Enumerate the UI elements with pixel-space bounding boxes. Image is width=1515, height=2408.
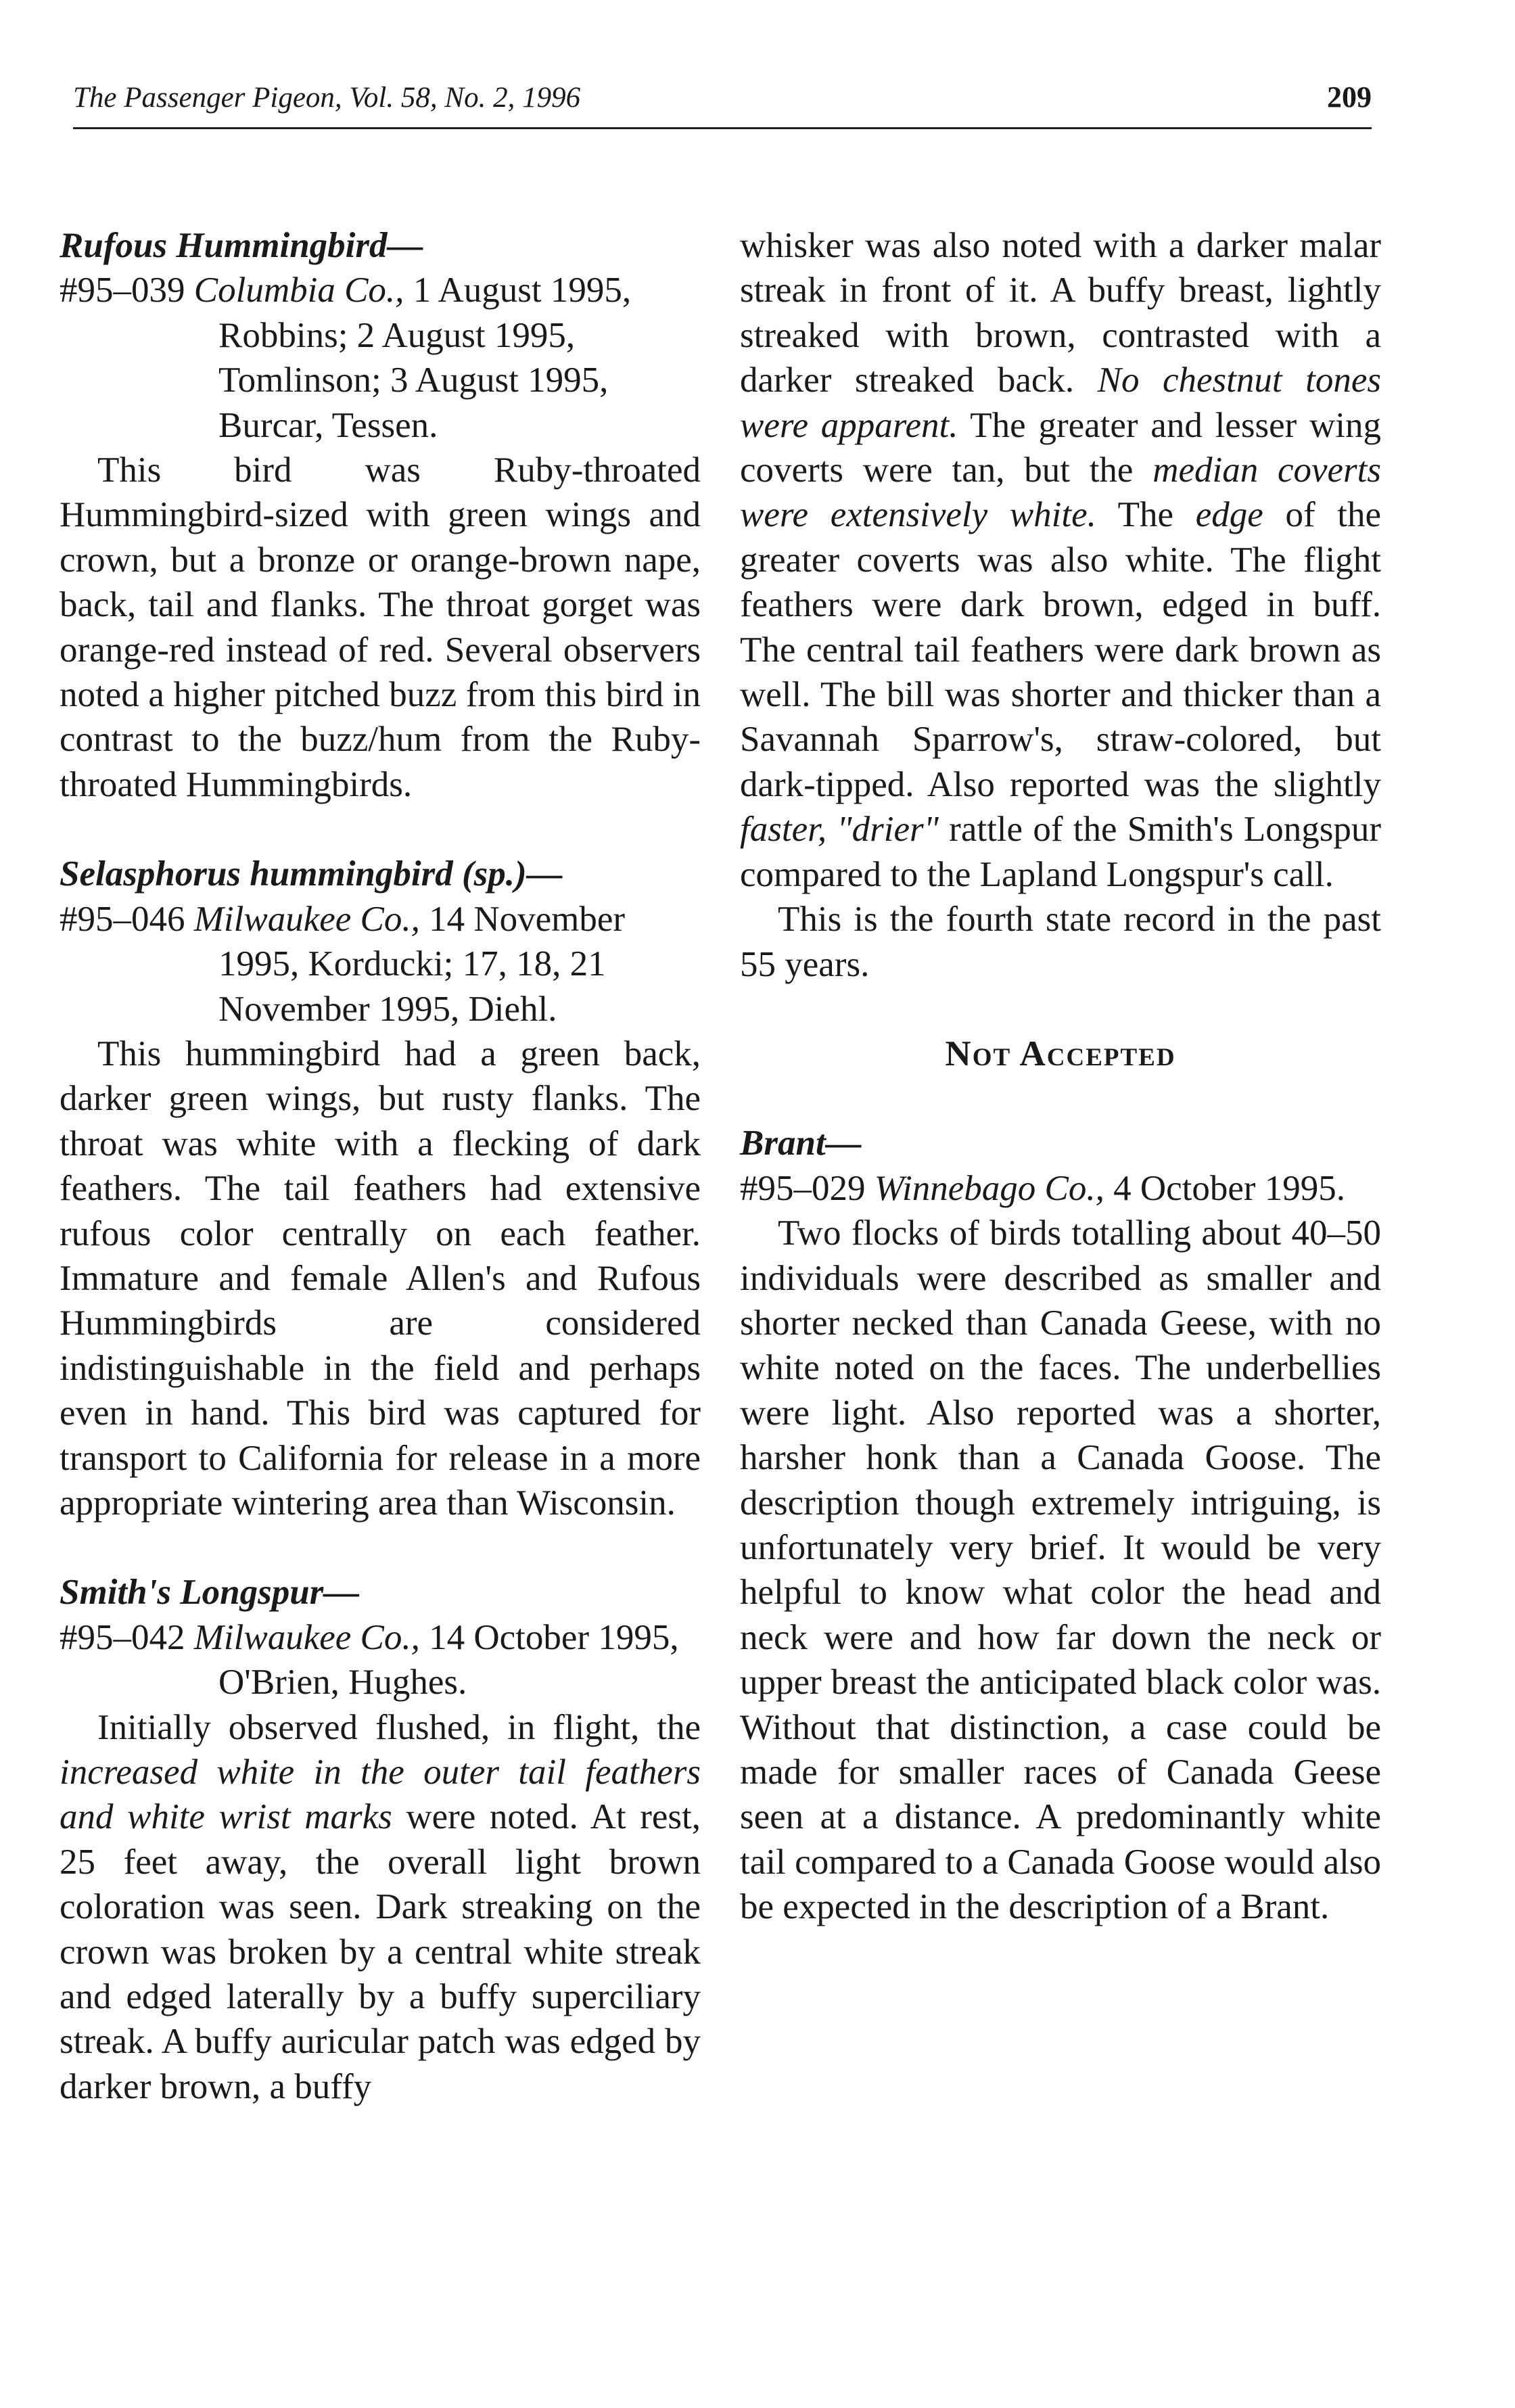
record-smiths-longspur — [60, 1615, 701, 1705]
entry-title-smiths-longspur: Smith's Longspur— — [60, 1573, 360, 1613]
record-number: #95–046 — [60, 899, 185, 939]
emphasis-run: increased white in the outer tail feathers and white wrist marks — [60, 1753, 701, 1837]
page-number: 209 — [1327, 80, 1372, 114]
record-place: Milwaukee Co., — [193, 1617, 420, 1657]
text-run: of the greater coverts was also white. The flight feathers were dark brown, edged in buff. The central tail feathers were dark brown as well. The bill was shorter and thicker than a Savannah Sparrow's, straw-colored, but dark-tipped. Also reported was the slightly — [740, 495, 1382, 804]
spacer — [740, 1076, 1381, 1121]
emphasis-run: edge — [1195, 495, 1263, 535]
description-rufous: This bird was Ruby-throated Hummingbird-sized with green wings and crown, but a bronze or orange-brown nape, back, tail and flanks. The throat gorget was orange-red instead of red. Several observers noted a higher pitched buzz from this bird in contrast to the buzz/hum from the Ruby-throated Hummingbirds. — [60, 450, 701, 804]
entry-title-selasphorus: Selasphorus hummingbird (sp.)— — [60, 854, 563, 894]
text-run: were noted. At rest, 25 feet away, the overall light brown coloration was seen. Dark streaking on the crown was broken by a central white streak and edged laterally by a buffy superciliary streak. A buffy auricular patch was edged by darker brown, a buffy — [60, 1797, 701, 2106]
record-number: #95–042 — [60, 1617, 185, 1657]
state-record-note: This is the fourth state record in the past 55 years. — [740, 900, 1381, 984]
emphasis-run: No chestnut tones were apparent. — [740, 361, 1381, 445]
record-details: 14 November 1995, Korducki; 17, 18, 21 November 1995, Diehl. — [218, 899, 626, 1029]
section-heading-not-accepted: Not Accepted — [945, 1034, 1176, 1073]
emphasis-run: faster, "drier" — [740, 810, 939, 850]
record-place: Winnebago Co., — [874, 1168, 1104, 1208]
description-selasphorus: This hummingbird had a green back, darker green wings, but rusty flanks. The throat was white with a flecking of dark feathers. The tail feathers had extensive rufous color centrally on each feather. Immature and female Allen's and Rufous Hummingbirds are considered indistinguishable in the field and perhaps even in hand. This bird was captured for transport to California for release in a more appropriate wintering area than Wisconsin. — [60, 1034, 701, 1523]
left-column — [60, 223, 701, 2109]
right-column — [740, 223, 1381, 1930]
record-place: Columbia Co., — [193, 271, 404, 310]
description-brant: Two flocks of birds totalling about 40–50 individuals were described as smaller and shorter necked than Canada Geese, with no white noted on the faces. The underbellies were light. Also reported was a shorter, harsher honk than a Canada Goose. The description though extremely intriguing, is unfortunately very brief. It would be very helpful to know what color the head and neck were and how far down the neck or upper breast the anticipated black color was. Without that distinction, a case could be made for smaller races of Canada Geese seen at a distance. A predominantly white tail compared to a Canada Goose would also be expected in the description of a Brant. — [740, 1213, 1381, 1927]
record-number: #95–029 — [740, 1168, 866, 1208]
text-run: The greater and lesser wing coverts were tan, but the — [740, 405, 1382, 490]
record-selasphorus — [60, 897, 701, 1032]
description-smiths-longspur-continued — [740, 223, 1381, 897]
text-run: The — [1117, 495, 1174, 535]
record-number: #95–039 — [60, 271, 185, 310]
spacer — [740, 987, 1381, 1032]
emphasis-run: median coverts were extensively white. — [740, 450, 1382, 535]
spacer — [60, 807, 701, 852]
entry-title-rufous: Rufous Hummingbird— — [60, 226, 423, 265]
running-title: The Passenger Pigeon, Vol. 58, No. 2, 1996 — [73, 82, 581, 114]
text-run: rattle of the Smith's Longspur compared to the Lapland Longspur's call. — [740, 810, 1382, 894]
spacer — [60, 1525, 701, 1570]
record-details: 1 August 1995, Robbins; 2 August 1995, Tomlinson; 3 August 1995, Burcar, Tessen. — [218, 271, 632, 445]
record-details: 14 October 1995, O'Brien, Hughes. — [218, 1617, 679, 1703]
entry-title-brant: Brant— — [740, 1124, 862, 1163]
description-smiths-longspur — [60, 1705, 701, 2110]
text-run: whisker was also noted with a darker malar streak in front of it. A buffy breast, lightly streaked with brown, contrasted with a darker streaked back. — [740, 226, 1381, 400]
record-brant — [740, 1166, 1381, 1211]
text-run: Initially observed flushed, in flight, the — [97, 1707, 701, 1747]
record-rufous — [60, 268, 701, 448]
record-details: 4 October 1995. — [1113, 1168, 1346, 1208]
page-header — [73, 76, 1372, 129]
record-place: Milwaukee Co., — [193, 899, 420, 939]
